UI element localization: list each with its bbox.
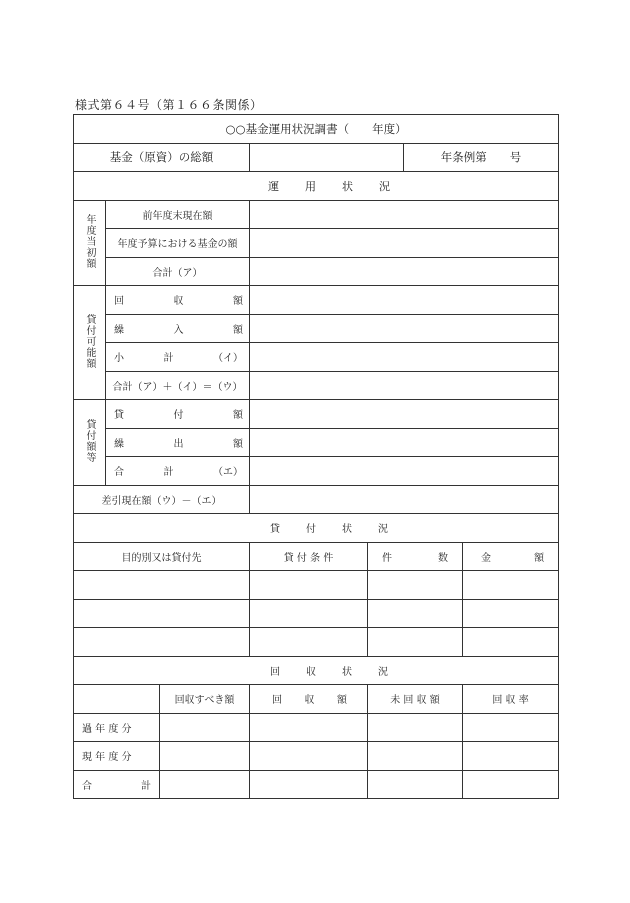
section-kaishu-row	[74, 656, 559, 685]
collection-collected-cell[interactable]	[250, 770, 368, 799]
section-kashitsuke-heading: 貸付状況	[74, 514, 559, 543]
header-blank	[74, 685, 160, 714]
collection-rate-cell[interactable]	[463, 770, 559, 799]
row-label-kaishu: 回 収 額	[106, 286, 250, 315]
row-label-gokei-e: 合 計 （エ）	[106, 457, 250, 486]
collection-total-label: 合 計	[74, 770, 160, 799]
loan-row	[74, 571, 559, 600]
value-sashihiki[interactable]	[250, 485, 559, 514]
loan-count-cell[interactable]	[368, 599, 463, 628]
collection-header-row	[74, 685, 559, 714]
collection-uncollected-cell[interactable]	[368, 742, 463, 771]
fund-total-label: 基金（原資）の総額	[74, 143, 250, 172]
row-label-kurinyu: 繰 入 額	[106, 314, 250, 343]
loan-conditions-cell[interactable]	[250, 599, 368, 628]
value-kashitsuke[interactable]	[250, 400, 559, 429]
loan-purpose-cell[interactable]	[74, 599, 250, 628]
collection-due-cell[interactable]	[160, 770, 250, 799]
collection-rate-cell[interactable]	[463, 713, 559, 742]
header-amount: 金 額	[463, 542, 559, 571]
loan-count-cell[interactable]	[368, 628, 463, 657]
collection-rate-cell[interactable]	[463, 742, 559, 771]
collection-total-row	[74, 770, 559, 799]
header-purpose: 目的別又は貸付先	[74, 542, 250, 571]
row-label-kashitsuke: 貸 付 額	[106, 400, 250, 429]
loan-amount-cell[interactable]	[463, 599, 559, 628]
value-nendo-yosan[interactable]	[250, 229, 559, 258]
row-label-nendo-yosan: 年度予算における基金の額	[106, 229, 250, 258]
group-label-kashitsuke-gaku: 貸付額等	[74, 400, 106, 486]
value-shokei-i[interactable]	[250, 343, 559, 372]
section-kaishu-heading: 回収状況	[74, 656, 559, 685]
row-label-gokei-a: 合計（ア）	[106, 257, 250, 286]
header-collected: 回 収 額	[250, 685, 368, 714]
header-due: 回収すべき額	[160, 685, 250, 714]
group-label-nendo: 年度当初額	[74, 200, 106, 286]
collection-row-label: 過 年 度 分	[74, 713, 160, 742]
collection-uncollected-cell[interactable]	[368, 713, 463, 742]
group-label-kashitsuke-kanou: 貸付可能額	[74, 286, 106, 400]
value-gokei-e[interactable]	[250, 457, 559, 486]
loan-purpose-cell[interactable]	[74, 628, 250, 657]
section-kashitsuke-row	[74, 514, 559, 543]
row-label-zennendo: 前年度末現在額	[106, 200, 250, 229]
row-label-kurishutsu: 繰 出 額	[106, 428, 250, 457]
collection-collected-cell[interactable]	[250, 742, 368, 771]
title-row	[74, 115, 559, 144]
loan-row	[74, 628, 559, 657]
row-label-gokei-u: 合計（ア）＋（イ）＝（ウ）	[106, 371, 250, 400]
form-number-caption: 様式第６４号（第１６６条関係）	[75, 98, 263, 112]
header-rate: 回 収 率	[463, 685, 559, 714]
value-kurishutsu[interactable]	[250, 428, 559, 457]
fund-total-value[interactable]	[250, 143, 404, 172]
row-label-sashihiki: 差引現在額（ウ）－（エ）	[74, 485, 250, 514]
ordinance-number: 年条例第 号	[404, 143, 559, 172]
value-gokei-a[interactable]	[250, 257, 559, 286]
loan-purpose-cell[interactable]	[74, 571, 250, 600]
collection-row-label: 現 年 度 分	[74, 742, 160, 771]
value-gokei-u[interactable]	[250, 371, 559, 400]
collection-collected-cell[interactable]	[250, 713, 368, 742]
value-zennendo[interactable]	[250, 200, 559, 229]
section-unyo-heading: 運用状況	[74, 172, 559, 201]
loan-count-cell[interactable]	[368, 571, 463, 600]
loan-conditions-cell[interactable]	[250, 628, 368, 657]
loan-amount-cell[interactable]	[463, 571, 559, 600]
fund-operation-report-table	[73, 114, 559, 799]
row-label-shokei-i: 小 計 （イ）	[106, 343, 250, 372]
collection-uncollected-cell[interactable]	[368, 770, 463, 799]
header-uncollected: 未 回 収 額	[368, 685, 463, 714]
section-unyo-row	[74, 172, 559, 201]
collection-row	[74, 713, 559, 742]
report-title: ○○基金運用状況調書（ 年度）	[74, 115, 559, 144]
value-kurinyu[interactable]	[250, 314, 559, 343]
loan-conditions-cell[interactable]	[250, 571, 368, 600]
header-conditions: 貸 付 条 件	[250, 542, 368, 571]
collection-due-cell[interactable]	[160, 713, 250, 742]
collection-row	[74, 742, 559, 771]
loan-row	[74, 599, 559, 628]
collection-due-cell[interactable]	[160, 742, 250, 771]
fund-total-row	[74, 143, 559, 172]
header-count: 件 数	[368, 542, 463, 571]
loan-header-row	[74, 542, 559, 571]
loan-amount-cell[interactable]	[463, 628, 559, 657]
value-kaishu[interactable]	[250, 286, 559, 315]
